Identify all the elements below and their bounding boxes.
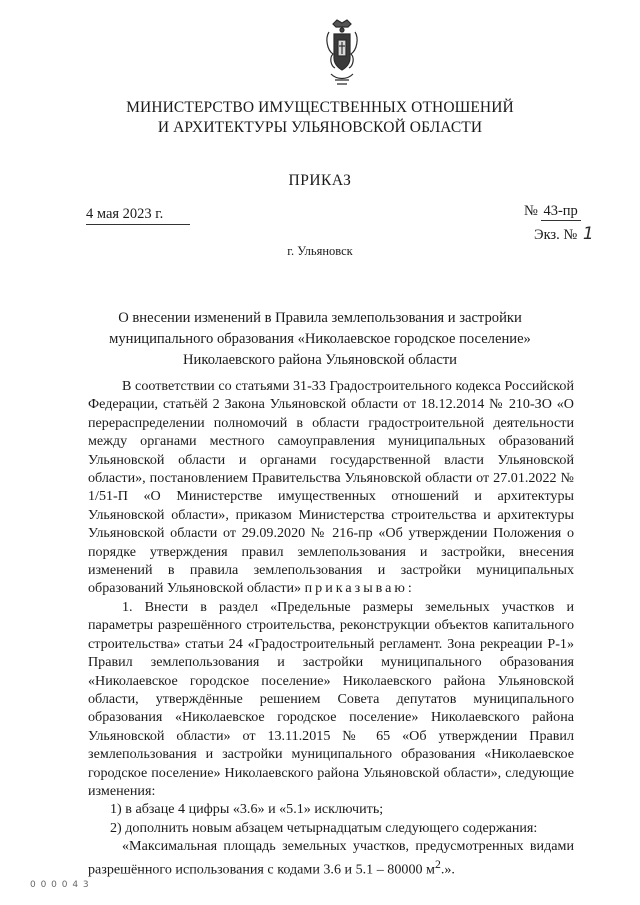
copy-number [534,224,594,244]
order-subject [100,308,540,371]
sub-item-1: 1) в абзаце 4 цифры «3.6» и «5.1» исключить; [110,801,384,818]
item-1-paragraph: 1. Внести в раздел «Предельные размеры земельных участков и параметры разрешённого строительства, реконструкции объектов капитального строительства» статьи 24 «Градостроительный регламент. Зона рекреации Р-1» Правил землепользования и застройки муниципального образования «Николаевское городское поселение» Николаевского района Ульяновской области, утверждённые решением Совета депутатов муниципального образования «Николаевское городское поселение» Николаевского района Ульяновской области» от 13.11.2015 № 65 «Об утверждении Правил землепользования и застройки муниципального образования «Николаевское городское поселение» Николаевского района Ульяновской области», следующие изменения: [88,598,574,799]
subject-line-3: Николаевского района Ульяновской области [183,352,457,368]
copy-number-prefix: Экз. № [534,227,578,243]
page-footer-mark: 0 0 0 0 4 3 [30,880,90,890]
order-body [88,377,574,879]
ministry-line-2: И АРХИТЕКТУРЫ УЛЬЯНОВСКОЙ ОБЛАСТИ [157,119,483,136]
sub-item-2: 2) дополнить новым абзацем четырнадцатым следующего содержания: [110,819,538,836]
document-title: ПРИКАЗ [288,172,352,189]
order-number-value: 43-пр [541,203,581,221]
ministry-line-1: МИНИСТЕРСТВО ИМУЩЕСТВЕННЫХ ОТНОШЕНИЙ [126,99,514,116]
preamble-text: В соответствии со статьями 31-33 Градостроительного кодекса Российской Федерации, статьёй 2 Закона Ульяновской области от 18.12.2014 № 210-ЗО «О перераспределении полномочий в области градостроительной деятельности между органами местного самоуправления муниципальных образований Ульяновской области и органами государственной власти Ульяновской области», постановлением Правительства Ульяновской области от 27.01.2022 № 1/51-П «О Министерстве имущественных отношений и архитектуры Ульяновской области», приказом Министерства строительства и архитектуры Ульяновской области от 29.09.2020 № 216-пр «Об утверждении Положения о порядке утверждения правил землепользования и застройки, внесения изменений в правила землепользования и застройки муниципальных образований Ульяновской области» [88,378,574,597]
quote-paragraph [88,837,574,879]
order-number-prefix: № [524,203,538,219]
copy-number-value: 1 [582,224,594,244]
coat-of-arms-icon [323,18,361,90]
quote-ending: .». [440,861,455,878]
ministry-name [90,98,550,138]
order-number [524,203,581,221]
quote-text: «Максимальная площадь земельных участков, предусмотренных видами разрешённого использования с кодами 3.6 и 5.1 – 80000 м [88,838,574,878]
orders-word: приказываю: [304,580,415,597]
subject-line-2: муниципального образования «Николаевское городское поселение» [109,331,531,347]
order-date: 4 мая 2023 г. [86,206,190,225]
city-name: г. Ульяновск [287,244,353,258]
preamble-paragraph [88,377,574,598]
quote-superscript: 2 [434,857,441,871]
subject-line-1: О внесении изменений в Правила землепользования и застройки [118,310,522,326]
